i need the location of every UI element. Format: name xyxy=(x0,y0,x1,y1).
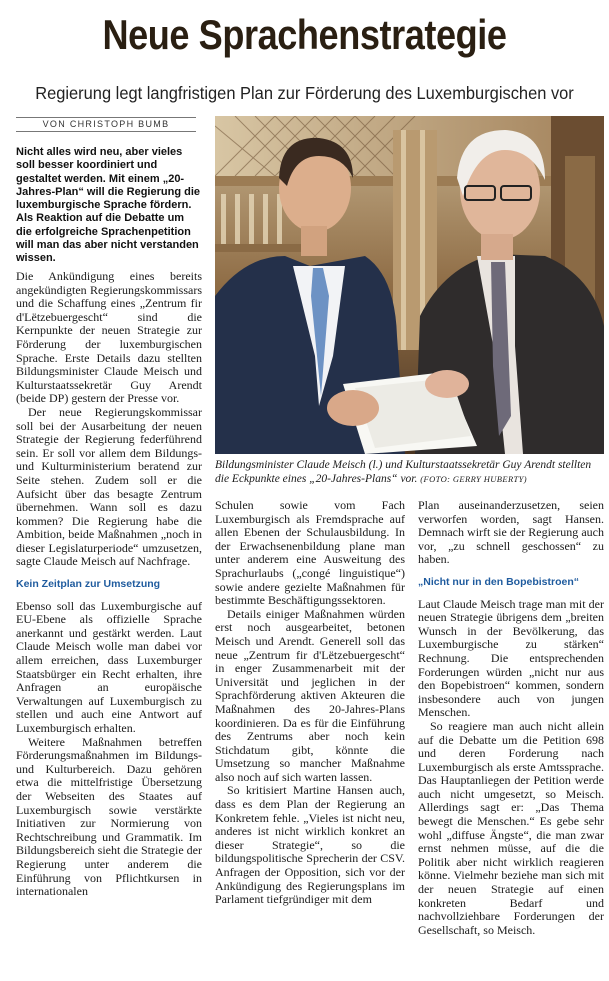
paragraph: Ebenso soll das Luxemburgische auf EU-Ebene als offizielle Sprache anerkannt und gestärkt werden. Laut Claude Meisch wolle man dabei vor allem erreichen, dass Luxemburger Staatsbürger ein Recht erhalten, ihre Anfragen an europäische Verwaltungen auf Luxemburgisch zu stellen und auch eine Antwort auf Luxemburgisch erhalten. xyxy=(16,598,202,735)
article-photo xyxy=(215,116,604,454)
paragraph: So reagiere man auch nicht allein auf die Debatte um die Petition 698 und deren Forderung nach Luxemburgisch als erste Amtssprache. Das Hauptanliegen der Petition werde auch nicht umgesetzt, so Meisch. Allerdings sagt er: „Das Thema bewegt die Menschen.“ Es gebe sehr wohl „diffuse Ängste“, die man zwar ernst nehmen müsse, auf die die Politik aber nicht wirklich reagieren könne. Vielmehr beziehe man sich mit der neuen Strategie auf einen konkreten Bedarf und nachvollziehbare Forderungen der Gesellschaft, so Meisch. xyxy=(418,718,604,937)
article-column-1 xyxy=(16,270,202,899)
subheading: Kein Zeitplan zur Umsetzung xyxy=(16,578,161,591)
photo-caption xyxy=(215,458,604,486)
paragraph: Die Ankündigung eines bereits angekündigten Regierungskommissars und die Schaffung eines „Zentrum fir d'Lëtzebuergescht“ sind die Kernpunkte der neuen Strategie zur Förderung der luxemburgischen Sprache. Erste Details dazu stellten Bildungsminister Claude Meisch und Kulturstaatssekretär Guy Arendt (beide DP) gestern der Presse vor. xyxy=(16,269,202,406)
article-column-3 xyxy=(418,499,604,937)
byline: VON CHRISTOPH BUMB xyxy=(16,117,196,132)
photo-credit: (FOTO: GERRY HUBERTY) xyxy=(420,474,528,484)
paragraph: Schulen sowie vom Fach Luxemburgisch als Fremdsprache auf allen Ebenen der Schulausbildung. In der Erwachsenenbildung plane man unter anderem eine Ausweitung des Sprachurlaubs („congé linguistique“) sowie andere gezielte Maßnahmen für bestimmte Beschäftigungssektoren. xyxy=(215,498,405,608)
paragraph: Laut Claude Meisch trage man mit der neuen Strategie übrigens dem „breiten Wunsch in der Bevölkerung, das Luxemburgische zu stärken“ Rechnung. Die entsprechenden Forderungen würden „nicht nur aus den Bopebistroen“ kommen, sondern insbesondere auch von jungen Menschen. xyxy=(418,596,604,720)
headline: Neue Sprachenstrategie xyxy=(102,11,507,58)
subheadline: Regierung legt langfristigen Plan zur Förderung des Luxemburgischen vor xyxy=(35,83,574,103)
paragraph: Details einiger Maßnahmen würden erst noch ausgearbeitet, betonen Meisch und Arendt. Generell soll das neue „Zentrum fir d'Lëtzebuergescht“ in enger Zusammenarbeit mit der Universität und jeglichen in der Sprachförderung aktiven Akteuren die Maßnahmen des 20-Jahres-Plans koordinieren. Da es für die Einführung des Zentrums aber noch kein Stichdatum gibt, könnte die Umsetzung so mancher Maßnahme also noch auf sich warten lassen. xyxy=(215,606,405,784)
article-column-2 xyxy=(215,499,405,907)
paragraph: So kritisiert Martine Hansen auch, dass es dem Plan der Regierung an Konkretem fehle. „Vieles ist nicht neu, anderes ist nicht wirklich konkret an dieser Strategie“, so die bildungspolitische Sprecherin der CSV. Anfragen der Opposition, sich vor der Ankündigung des Regierungsplans im Parlament tiefgründiger mit dem xyxy=(215,783,405,907)
subheading: „Nicht nur in den Bopebistroen“ xyxy=(418,575,580,588)
paragraph: Der neue Regierungskommissar soll bei der Ausarbeitung der neuen Strategie der Regierung federführend sein. Er soll vor allem dem Bildungs- und Kulturministerium beratend zur Seite stehen. Zudem soll er die Aufsicht über das besagte Zentrum übernehmen. Wann soll es dazu kommen? Die Regierung habe die Ambition, beide Maßnahmen „noch in dieser Legislaturperiode“ umzusetzen, sagte Claude Meisch auf Nachfrage. xyxy=(16,404,202,569)
paragraph: Plan auseinanderzusetzen, seien verworfen worden, sagt Hansen. Demnach wirft sie der Regierung auch vor, „zu schnell geschossen“ zu haben. xyxy=(418,498,604,567)
caption-text: Bildungsminister Claude Meisch (l.) und Kulturstaatssekretär Guy Arendt stellten die Eckpunkte eines „20-Jahres-Plans“ vor. xyxy=(215,459,592,485)
paragraph: Weitere Maßnahmen betreffen Förderungsmaßnahmen im Bildungs- und Kulturbereich. Dazu gehören etwa die mittelfristige Übersetzung der Webseiten des Staates auf Luxemburgisch sowie verstärkte Initiativen zur Normierung von Rechtschreibung und Grammatik. Im Bildungsbereich sieht die Strategie der Regierung unter anderem die Einführung von Pflichtkursen in internationalen xyxy=(16,734,202,899)
lead-paragraph: Nicht alles wird neu, aber vieles soll besser koordiniert und gestaltet werden. Mit einem „20-Jahres-Plan“ will die Regierung die luxemburgische Sprache fördern. Als Reaktion auf die Debatte um die erfolgreiche Sprachenpetition will man das aber nicht verstanden wissen. xyxy=(16,146,200,265)
